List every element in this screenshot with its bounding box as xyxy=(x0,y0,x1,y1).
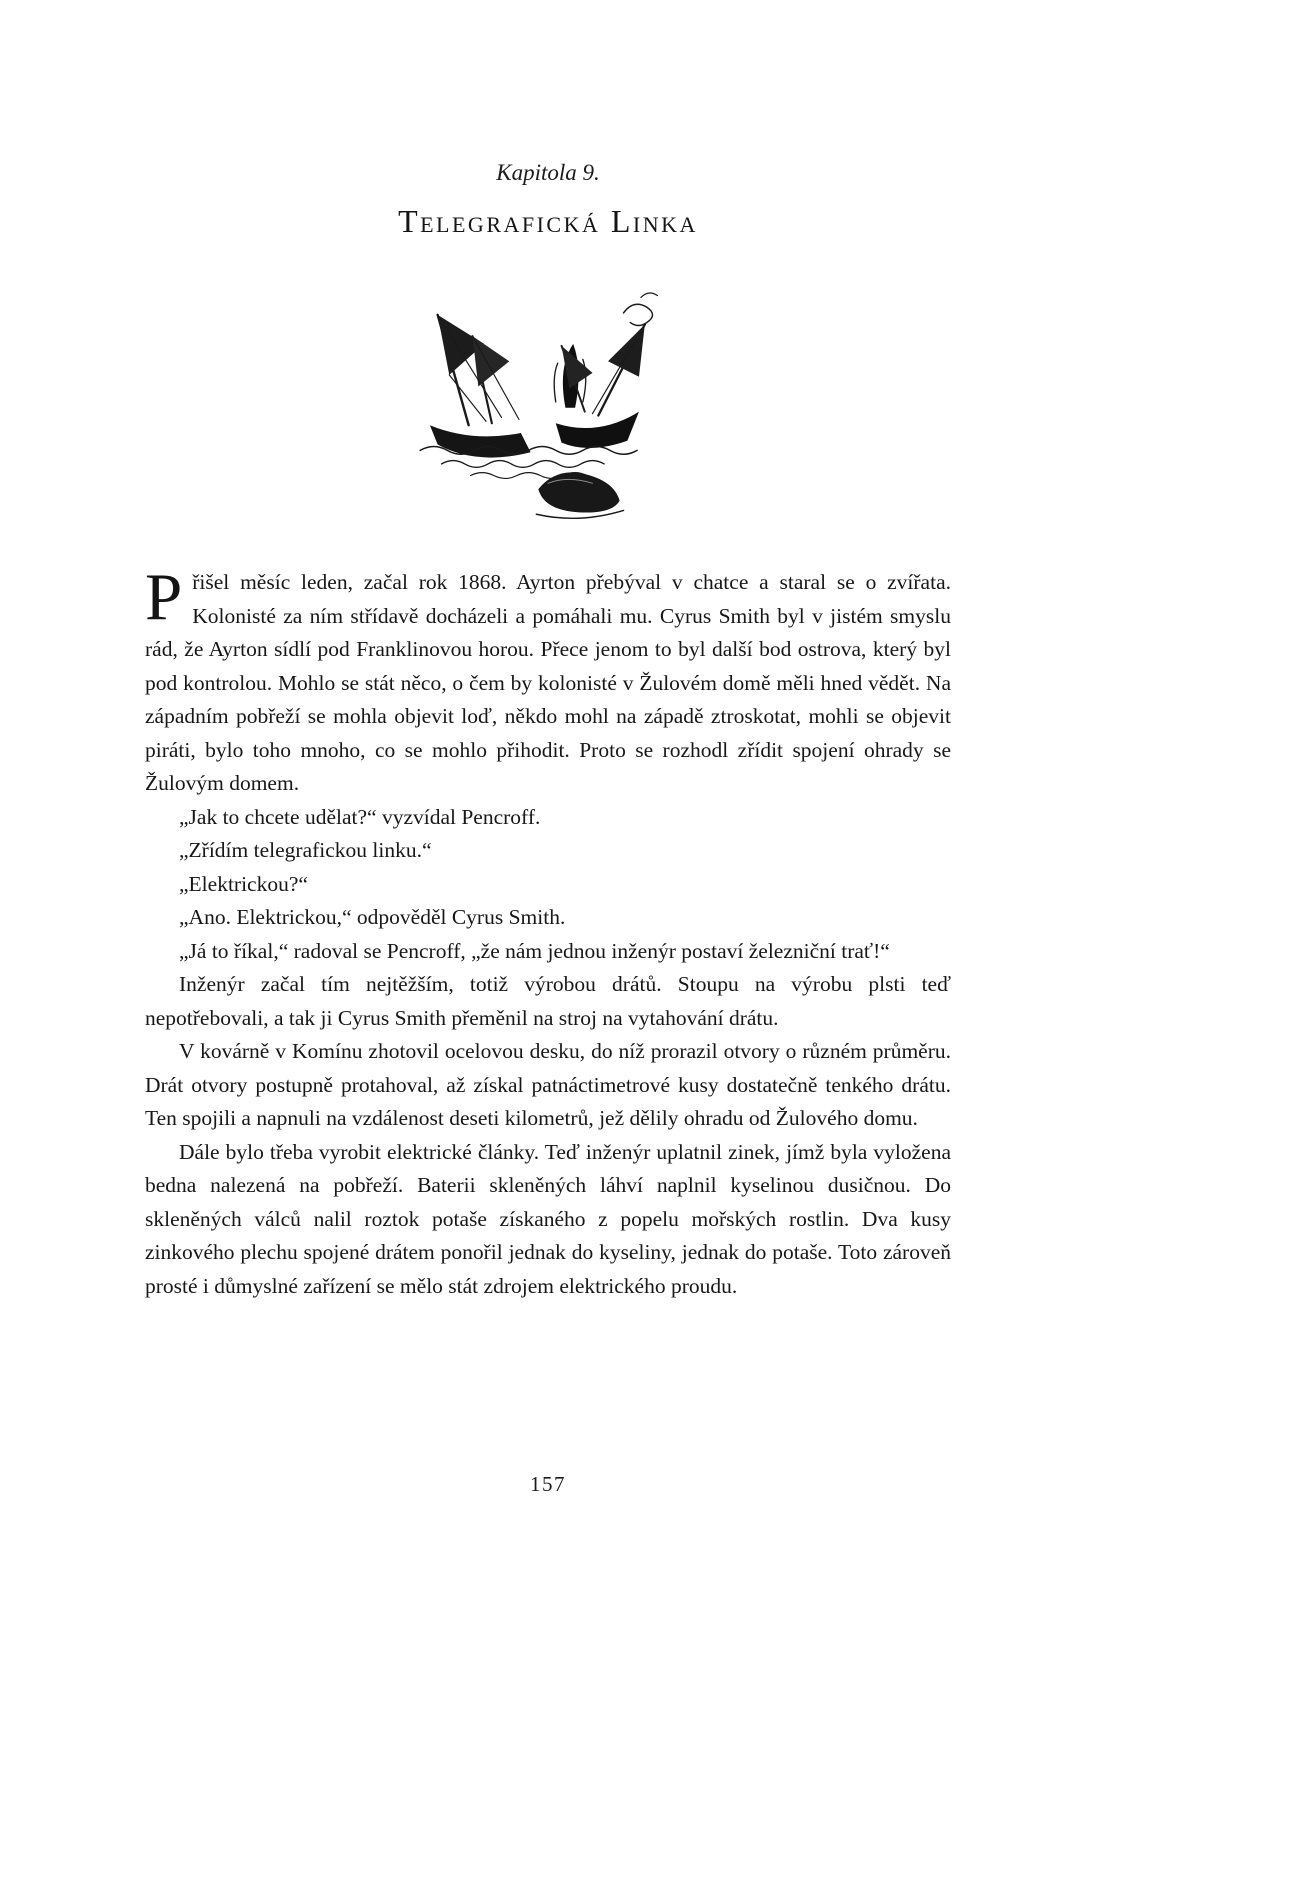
paragraph: Inženýr začal tím nejtěžším, totiž výrobou drátů. Stoupu na výrobu plsti teď nepotřebovali, a tak ji Cyrus Smith přeměnil na stroj na vytahování drátu. xyxy=(145,972,951,1030)
chapter-title: Telegrafická Linka xyxy=(398,203,698,239)
paragraph: „Ano. Elektrickou,“ odpověděl Cyrus Smith. xyxy=(179,905,566,929)
paragraph-text: řišel měsíc leden, začal rok 1868. Ayrton přebýval v chatce a staral se o zvířata. Kolonisté za ním střídavě docházeli a pomáhali mu. Cyrus Smith byl v jistém smyslu rád, že Ayrton sídlí pod Franklinovou horou. Přece jenom to byl další bod ostrova, který byl pod kontrolou. Mohlo se stát něco, o čem by kolonisté v Žulovém domě měli hned vědět. Na západním pobřeží se mohla objevit loď, někdo mohl na západě ztroskotat, mohli se objevit piráti, bylo toho mnoho, co se mohlo přihodit. Proto se rozhodl zřídit spojení ohrady se Žulovým domem. xyxy=(145,570,951,795)
body-text xyxy=(145,560,951,1303)
paragraph: Dále bylo třeba vyrobit elektrické články. Teď inženýr uplatnil zinek, jímž byla vyložena bedna nalezená na pobřeží. Baterii skleněných láhví naplnil kyselinou dusičnou. Do skleněných válců nalil roztok potaše získaného z popelu mořských rostlin. Dva kusy zinkového plechu spojené drátem ponořil jednak do kyseliny, jednak do potaše. Toto zároveň prosté i důmyslné zařízení se mělo stát zdrojem elektrického proudu. xyxy=(145,1139,951,1298)
chapter-label: Kapitola 9. xyxy=(496,160,600,185)
paragraph: „Zřídím telegrafickou linku.“ xyxy=(179,838,432,862)
dropcap-initial: P xyxy=(145,560,183,634)
shipwreck-engraving-svg xyxy=(392,280,704,522)
paragraph: „Elektrickou?“ xyxy=(179,871,308,896)
paragraph: V kovárně v Komínu zhotovil ocelovou desku, do níž prorazil otvory o různém průměru. Drát otvory postupně protahoval, až získal patnáctimetrové kusy dostatečně tenkého drátu. Ten spojili a napnuli na vzdálenost deseti kilometrů, jež dělily ohradu od Žulového domu. xyxy=(145,1039,951,1130)
shipwreck-illustration xyxy=(145,280,951,530)
paragraph: „Já to říkal,“ radoval se Pencroff, „že nám jednou inženýr postaví železniční trať!“ xyxy=(179,938,890,963)
paragraph: „Jak to chcete udělat?“ vyzvídal Pencroff. xyxy=(179,804,541,829)
page-number: 157 xyxy=(530,1472,566,1496)
paragraph xyxy=(145,560,951,801)
